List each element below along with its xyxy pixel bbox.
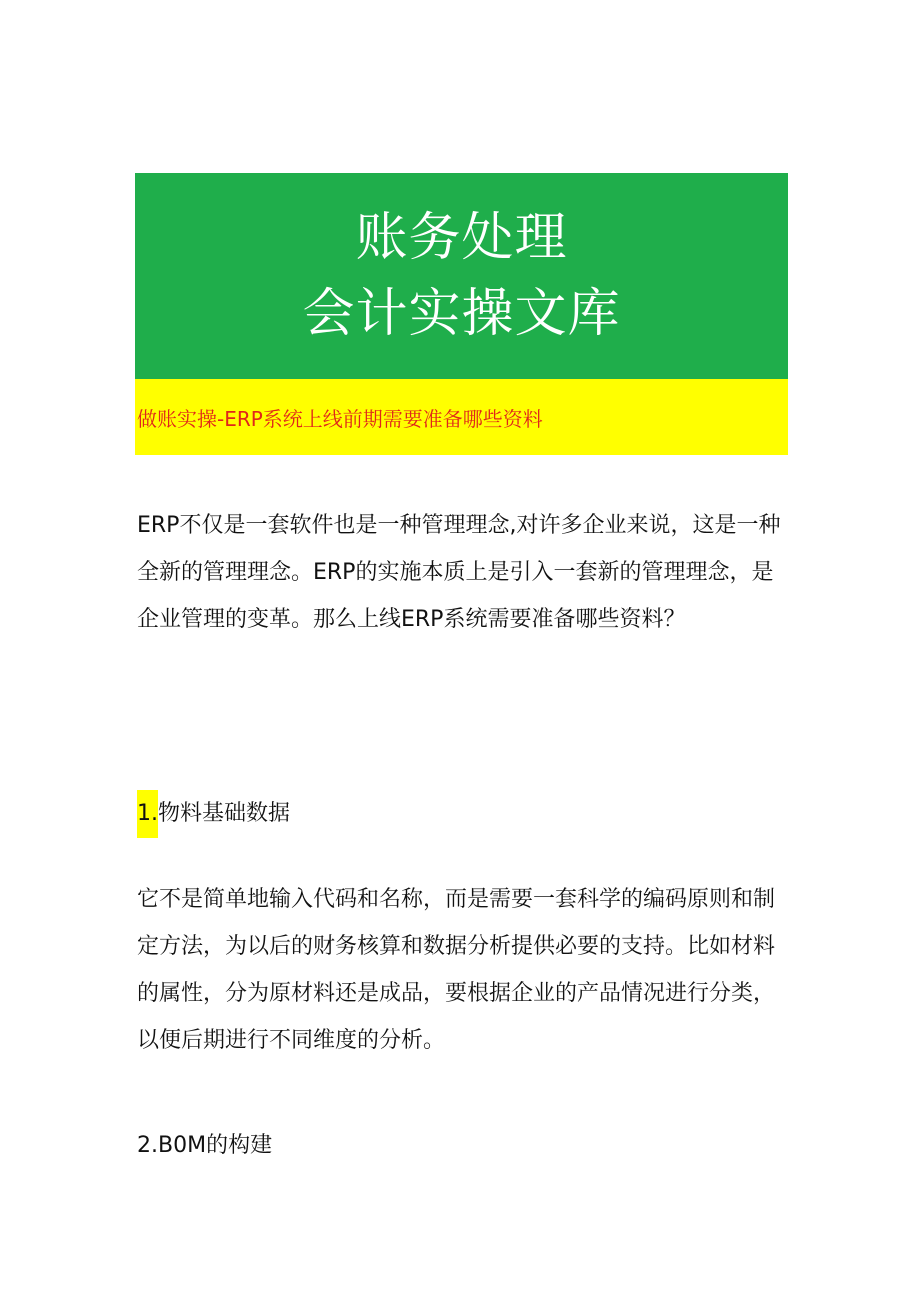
title-banner <box>135 173 788 379</box>
section-title-1: 物料基础数据 <box>158 801 291 826</box>
section-title-2: B0M的构建 <box>158 1133 273 1158</box>
article-subtitle: 做账实操-ERP系统上线前期需要准备哪些资料 <box>137 406 543 431</box>
section-number-2: 2. <box>137 1133 158 1158</box>
section-1-paragraph: 它不是简单地输入代码和名称，而是需要一套科学的编码原则和制定方法，为以后的财务核算和数据分析提供必要的支持。比如材料的属性，分为原材料还是成品，要根据企业的产品情况进行分类，以便后期进行不同维度的分析。 <box>137 887 776 1053</box>
banner-title-line-2: 会计实操文库 <box>302 284 621 344</box>
subtitle-bar <box>135 379 788 455</box>
section-heading-2 <box>137 1126 272 1166</box>
section-heading-1 <box>137 790 290 838</box>
section-number-1: 1. <box>137 790 158 838</box>
banner-title-line-1: 账务处理 <box>355 208 568 268</box>
intro-paragraph: ERP不仅是一套软件也是一种管理理念,对许多企业来说，这是一种全新的管理理念。ERP的实施本质上是引入一套新的管理理念，是企业管理的变革。那么上线ERP系统需要准备哪些资料？ <box>137 513 781 632</box>
